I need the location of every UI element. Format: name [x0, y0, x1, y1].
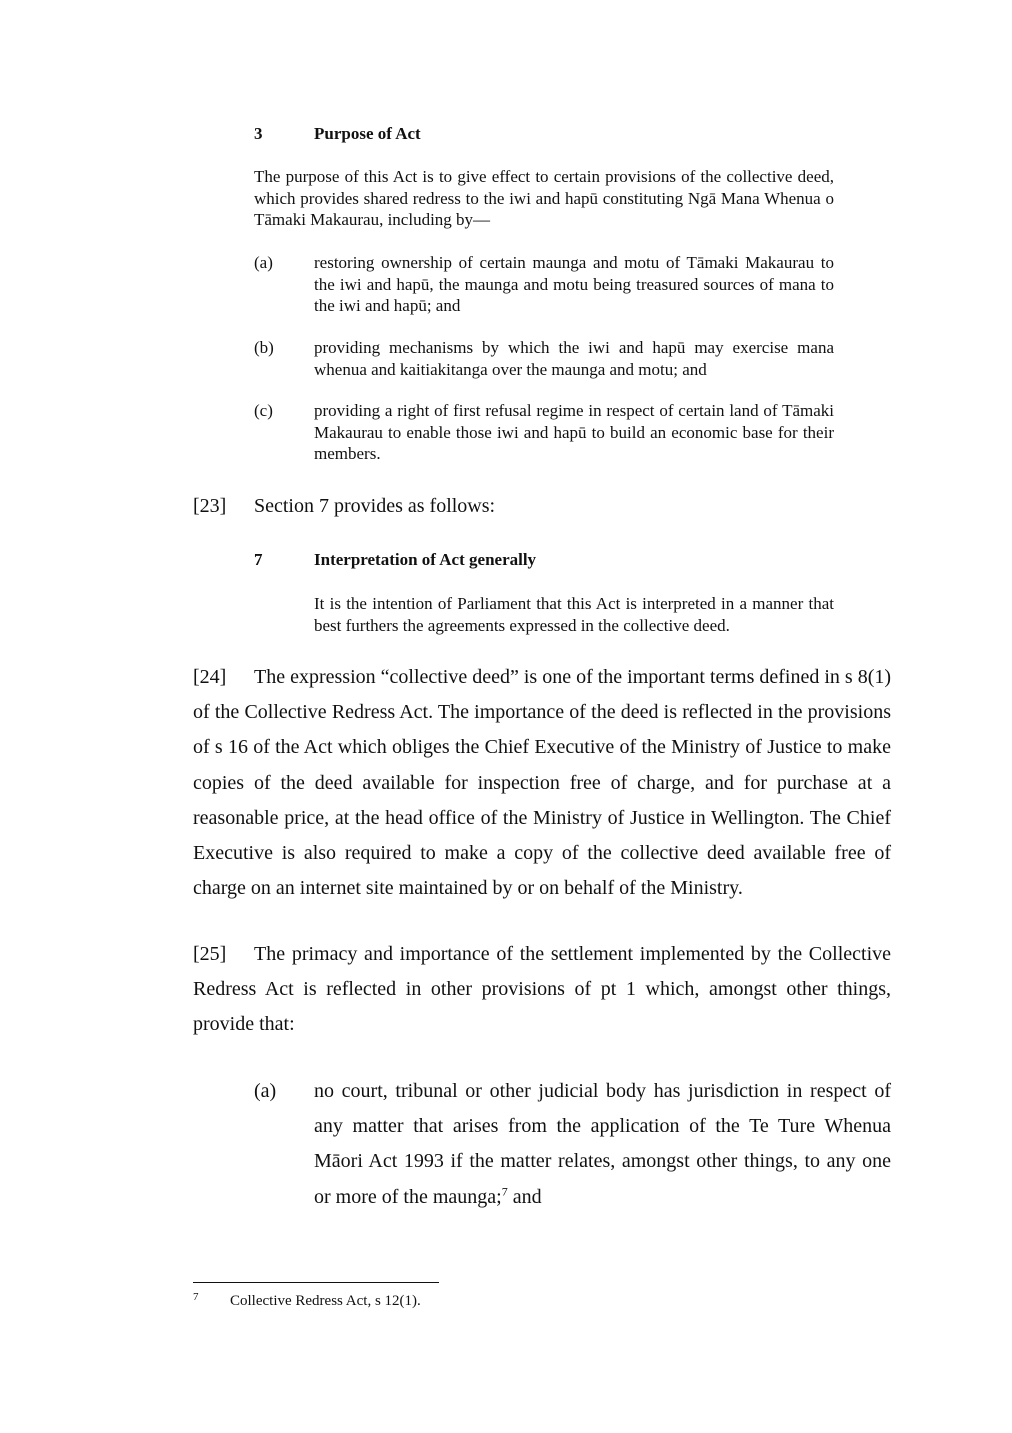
item-text-tail: and — [507, 1185, 542, 1208]
paragraph-23 — [193, 489, 891, 524]
paragraph-24 — [193, 660, 891, 906]
paragraph-25 — [193, 937, 891, 1043]
paragraph-number: [25] — [193, 943, 227, 965]
item-text — [314, 1074, 891, 1215]
footnote-reference[interactable]: 7 — [501, 1183, 508, 1198]
section-7-text: It is the intention of Parliament that this Act is interpreted in a manner that best furthers the agreements expressed in the collective deed. — [314, 594, 834, 635]
item-text: providing a right of first refusal regime in respect of certain land of Tāmaki Makaurau to enable those iwi and hapū to build an economic base for their members. — [314, 401, 834, 463]
section-7-number: 7 — [254, 550, 263, 569]
item-text: providing mechanisms by which the iwi and hapū may exercise mana whenua and kaitiakitanga over the maunga and motu; and — [314, 338, 834, 379]
section-3-intro: The purpose of this Act is to give effect to certain provisions of the collective deed, which provides shared redress to the iwi and hapū constituting Ngā Mana Whenua o Tāmaki Makaurau, including by— — [254, 167, 834, 229]
section-3-heading — [254, 124, 421, 144]
footnote-text: Collective Redress Act, s 12(1). — [230, 1293, 421, 1309]
paragraph-number: [23] — [193, 495, 227, 517]
paragraph-number: [24] — [193, 666, 227, 688]
item-text: restoring ownership of certain maunga and motu of Tāmaki Makaurau to the iwi and hapū, the maunga and motu being treasured sources of mana to the iwi and hapū; and — [314, 253, 834, 315]
footnote-divider — [193, 1282, 439, 1283]
item-label: (c) — [254, 401, 273, 420]
section-3-number: 3 — [254, 124, 263, 143]
section-7-title: Interpretation of Act generally — [314, 550, 537, 569]
item-label: (a) — [254, 1080, 277, 1102]
item-label: (b) — [254, 338, 274, 357]
footnote-mark: 7 — [193, 1291, 199, 1303]
paragraph-text: Section 7 provides as follows: — [254, 495, 496, 517]
section-7-heading — [254, 550, 536, 570]
paragraph-text: The expression “collective deed” is one of the important terms defined in s 8(1) of the Collective Redress Act. The importance of the deed is reflected in the provisions of s 16 of the Act which obliges the Chief Executive of the Ministry of Justice to make copies of the deed available for inspection free of charge, and for purchase at a reasonable price, at the head office of the Ministry of Justice in Wellington. The Chief Executive is also required to make a copy of the collective deed available free of charge on an internet site maintained by or on behalf of the Ministry. — [193, 666, 892, 900]
item-label: (a) — [254, 253, 273, 272]
item-text-body: no court, tribunal or other judicial body has jurisdiction in respect of any matter that arises from the application of the Te Ture Whenua Māori Act 1993 if the matter relates, amongst other things, to any one or more of the maunga; — [314, 1080, 891, 1208]
paragraph-text: The primacy and importance of the settlement implemented by the Collective Redress Act is reflected in other provisions of pt 1 which, amongst other things, provide that: — [193, 943, 891, 1036]
section-3-title: Purpose of Act — [314, 124, 421, 143]
